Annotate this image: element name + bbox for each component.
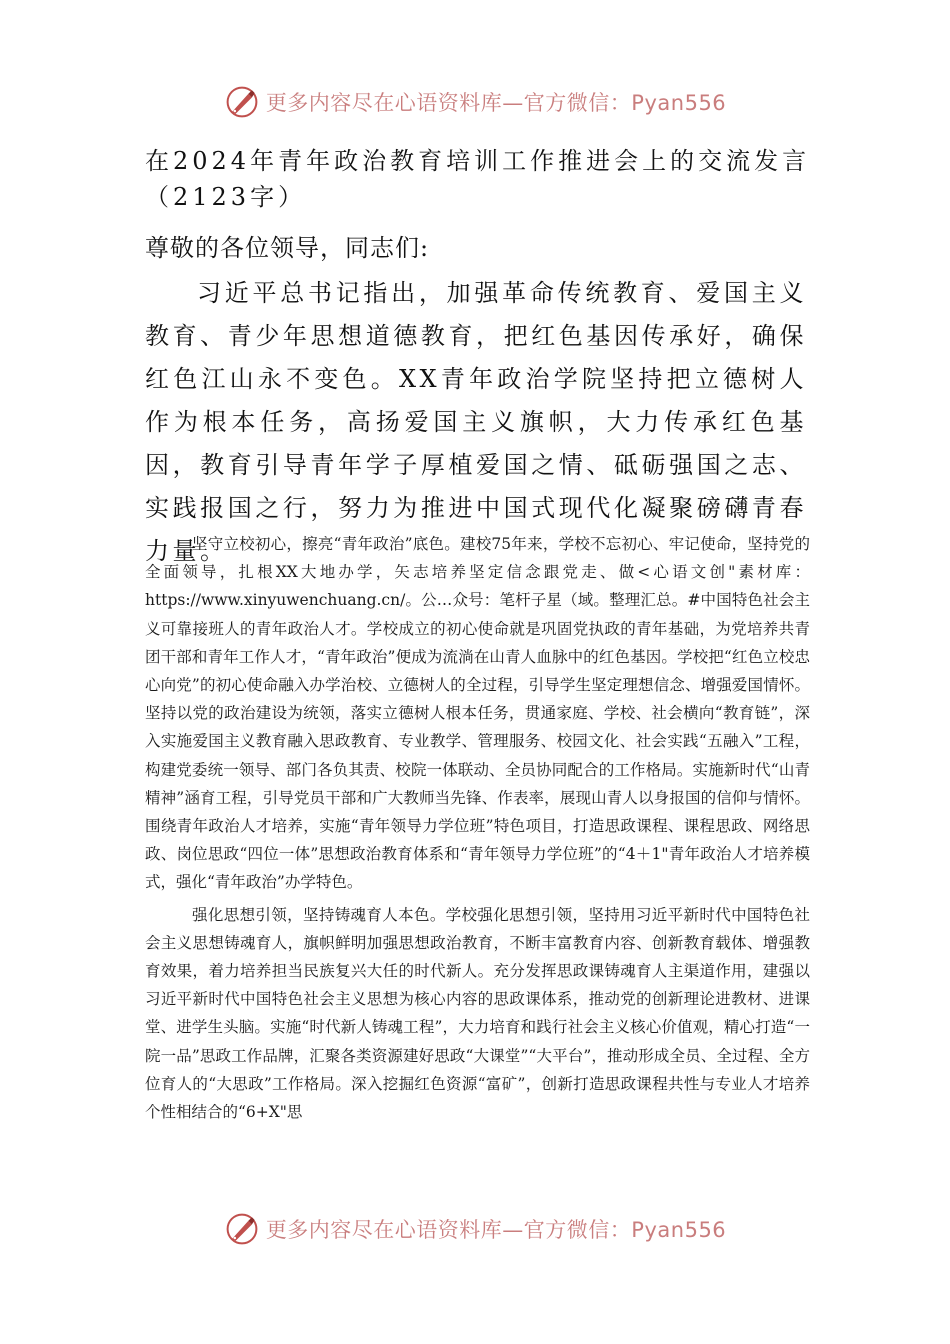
banner-text: 更多内容尽在心语资料库—官方微信：Pyan556	[265, 1218, 727, 1242]
document-title: 在2024年青年政治教育培训工作推进会上的交流发言（2123字）	[145, 147, 811, 211]
body-text	[145, 530, 810, 1130]
fountain-pen-circle-icon	[224, 1211, 260, 1247]
lead-paragraph: 习近平总书记指出，加强革命传统教育、爱国主义教育、青少年思想道德教育，把红色基因传承好，确保红色江山永不变色。XX青年政治学院坚持把立德树人作为根本任务，高扬爱国主义旗帜，大力传承红色基因，教育引导青年学子厚植爱国之情、砥砺强国之志、实践报国之行，努力为推进中国式现代化凝聚磅礴青春力量。	[145, 279, 807, 565]
body-paragraph: 坚守立校初心，擦亮“青年政治”底色。建校75年来，学校不忘初心、牢记使命，坚持党的全面领导，扎根XX大地办学，矢志培养坚定信念跟党走、做<心语文创"素材库：https://www.xinyuwenchuang.cn/。公…众号：笔杆子星（域。整理汇总。#中国特色社会主义可靠接班人的青年政治人才。学校成立的初心使命就是巩固党执政的青年基础，为党培养共青团干部和青年工作人才，“青年政治”便成为流淌在山青人血脉中的红色基因。学校把“红色立校忠心向党”的初心使命融入办学治校、立德树人的全过程，引导学生坚定理想信念、增强爱国情怀。坚持以党的政治建设为统领，落实立德树人根本任务，贯通家庭、学校、社会横向“教育链”，深入实施爱国主义教育融入思政教育、专业教学、管理服务、校园文化、社会实践“五融入”工程，构建党委统一领导、部门各负其责、校院一体联动、全员协同配合的工作格局。实施新时代“山青精神”涵育工程，引导党员干部和广大教师当先锋、作表率，展现山青人以身报国的信仰与情怀。围绕青年政治人才培养，实施“青年领导力学位班”特色项目，打造思政课程、课程思政、网络思政、岗位思政“四位一体”思想政治教育体系和“青年领导力学位班”的“4＋1"青年政治人才培养模式，强化“青年政治”办学特色。	[145, 535, 810, 892]
banner-text: 更多内容尽在心语资料库—官方微信：Pyan556	[265, 91, 727, 115]
body-paragraph: 强化思想引领，坚持铸魂育人本色。学校强化思想引领，坚持用习近平新时代中国特色社会主义思想铸魂育人，旗帜鲜明加强思想政治教育，不断丰富教育内容、创新教育载体、增强教育效果，着力培养担当民族复兴大任的时代新人。充分发挥思政课铸魂育人主渠道作用，建强以习近平新时代中国特色社会主义思想为核心内容的思政课体系，推动党的创新理论进教材、进课堂、进学生头脑。实施“时代新人铸魂工程”，大力培育和践行社会主义核心价值观，精心打造“一院一品”思政工作品牌，汇聚各类资源建好思政“大课堂”“大平台”，推动形成全员、全过程、全方位育人的“大思政”工作格局。深入挖掘红色资源“富矿”，创新打造思政课程共性与专业人才培养个性相结合的“6+X"思	[145, 905, 810, 1122]
footer-banner	[0, 1207, 950, 1251]
fountain-pen-circle-icon	[224, 84, 260, 120]
header-banner	[0, 80, 950, 124]
salutation: 尊敬的各位领导，同志们:	[145, 234, 430, 262]
